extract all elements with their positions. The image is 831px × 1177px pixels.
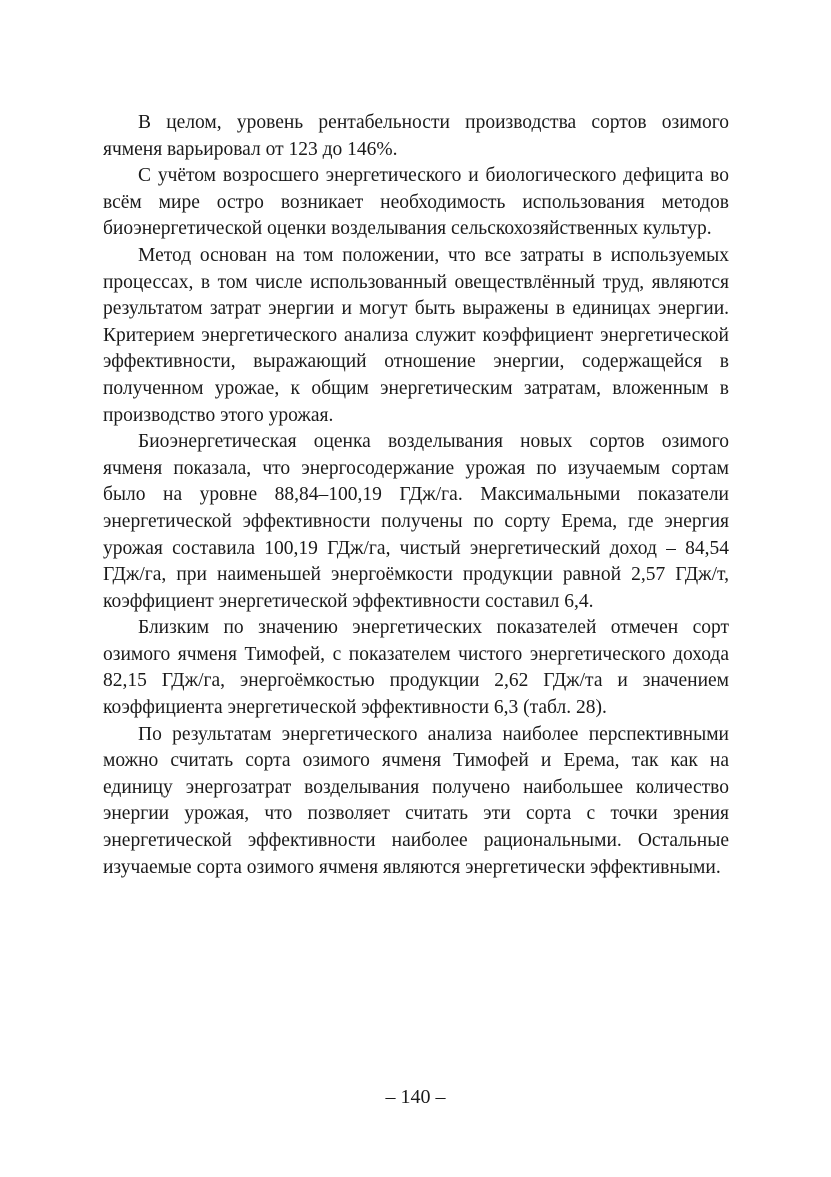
paragraph-method: Метод основан на том положении, что все затраты в используемых процессах, в том числе использованный овеществлённый труд, являются результатом затрат энергии и могут быть выражены в единицах энергии. Критерием энергетического анализа служит коэффициент энергетической эффективности, выражающий отношение энергии, содержащейся в полученном урожае, к общим энергетическим затратам, вложенным в производство этого урожая. [103, 244, 729, 426]
paragraph-profitability: В целом, уровень рентабельности производства сортов озимого ячменя варьировал от 123 до 146%. [103, 112, 729, 160]
page-number: – 140 – [385, 1086, 446, 1108]
paragraph-conclusion: По результатам энергетического анализа наиболее перспективными можно считать сорта озимого ячменя Тимофей и Ерема, так как на единицу энергозатрат возделывания получено наибольшее количество энергии урожая, что позволяет считать эти сорта с точки зрения энергетической эффективности наиболее рациональными. Остальные изучаемые сорта озимого ячменя являются энергетически эффективными. [103, 723, 729, 878]
paragraph-energy-deficit: С учётом возросшего энергетического и биологического дефицита во всём мире остро возникает необходимость использования методов биоэнергетической оценки возделывания сельскохозяйственных культур. [103, 165, 729, 240]
paragraph-bioenergy-assessment: Биоэнергетическая оценка возделывания новых сортов озимого ячменя показала, что энергосодержание урожая по изучаемым сортам было на уровне 88,84–100,19 ГДж/га. Максимальными показатели энергетической эффективности получены по сорту Ерема, где энергия урожая составила 100,19 ГДж/га, чистый энергетический доход – 84,54 ГДж/га, при наименьшей энергоёмкости продукции равной 2,57 ГДж/т, коэффициент энергетической эффективности составил 6,4. [103, 431, 729, 612]
page-body [103, 110, 729, 881]
paragraph-timofey-variety: Близким по значению энергетических показателей отмечен сорт озимого ячменя Тимофей, с показателем чистого энергетического дохода 82,15 ГДж/га, энергоёмкостью продукции 2,62 ГДж/та и значением коэффициента энергетической эффективности 6,3 (табл. 28). [103, 617, 729, 719]
